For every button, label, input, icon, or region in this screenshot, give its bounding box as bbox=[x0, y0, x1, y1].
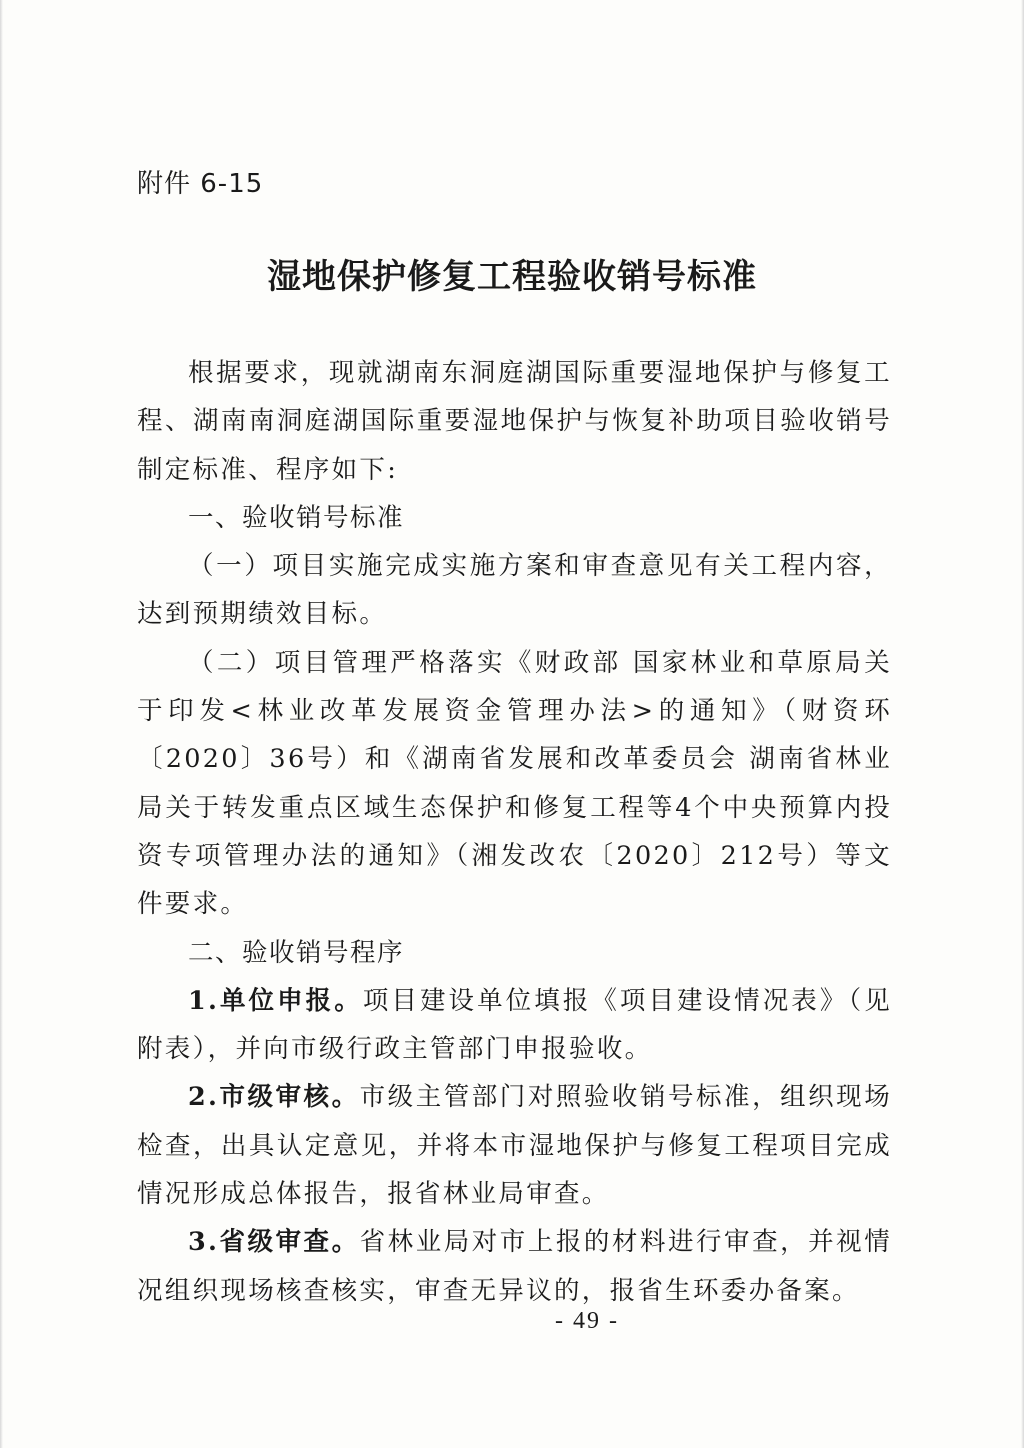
document-body bbox=[137, 349, 892, 1315]
document-title: 湿地保护修复工程验收销号标准 bbox=[267, 257, 757, 297]
step1-paragraph bbox=[137, 977, 892, 1074]
step3-text: 省林业局对市上报的材料进行审查，并视情况组织现场核查核实，审查无异议的，报省生环委办备案。 bbox=[137, 1227, 892, 1306]
scan-edge-left bbox=[0, 0, 3, 1448]
section2-heading: 二、验收销号程序 bbox=[188, 937, 405, 968]
step2-paragraph bbox=[137, 1073, 892, 1218]
attachment-label: 附件 6-15 bbox=[137, 169, 264, 199]
page-number: - 49 - bbox=[555, 1308, 619, 1334]
step3-lead: 3.省级审查。 bbox=[188, 1227, 360, 1258]
intro-paragraph: 根据要求，现就湖南东洞庭湖国际重要湿地保护与修复工程、湖南南洞庭湖国际重要湿地保护与恢复补助项目验收销号制定标准、程序如下: bbox=[137, 358, 892, 485]
step2-lead: 2.市级审核。 bbox=[188, 1082, 360, 1113]
step1-lead: 1.单位申报。 bbox=[188, 985, 363, 1016]
section1-item2: （二）项目管理严格落实《财政部 国家林业和草原局关于印发<林业改革发展资金管理办法>的通知》（财资环〔2020〕36号）和《湖南省发展和改革委员会 湖南省林业局关于转发重点区域生态保护和修复工程等4个中央预算内投资专项管理办法的通知》（湘发改农〔2020〕212号）等文件要求。 bbox=[137, 647, 892, 920]
section1-heading: 一、验收销号标准 bbox=[188, 502, 405, 533]
step2-text: 市级主管部门对照验收销号标准，组织现场检查，出具认定意见，并将本市湿地保护与修复工程项目完成情况形成总体报告，报省林业局审查。 bbox=[137, 1082, 892, 1210]
step1-text: 项目建设单位填报《项目建设情况表》（见附表），并向市级行政主管部门申报验收。 bbox=[137, 985, 892, 1065]
step3-paragraph bbox=[137, 1218, 892, 1315]
section1-item1: （一）项目实施完成实施方案和审查意见有关工程内容，达到预期绩效目标。 bbox=[137, 551, 892, 630]
